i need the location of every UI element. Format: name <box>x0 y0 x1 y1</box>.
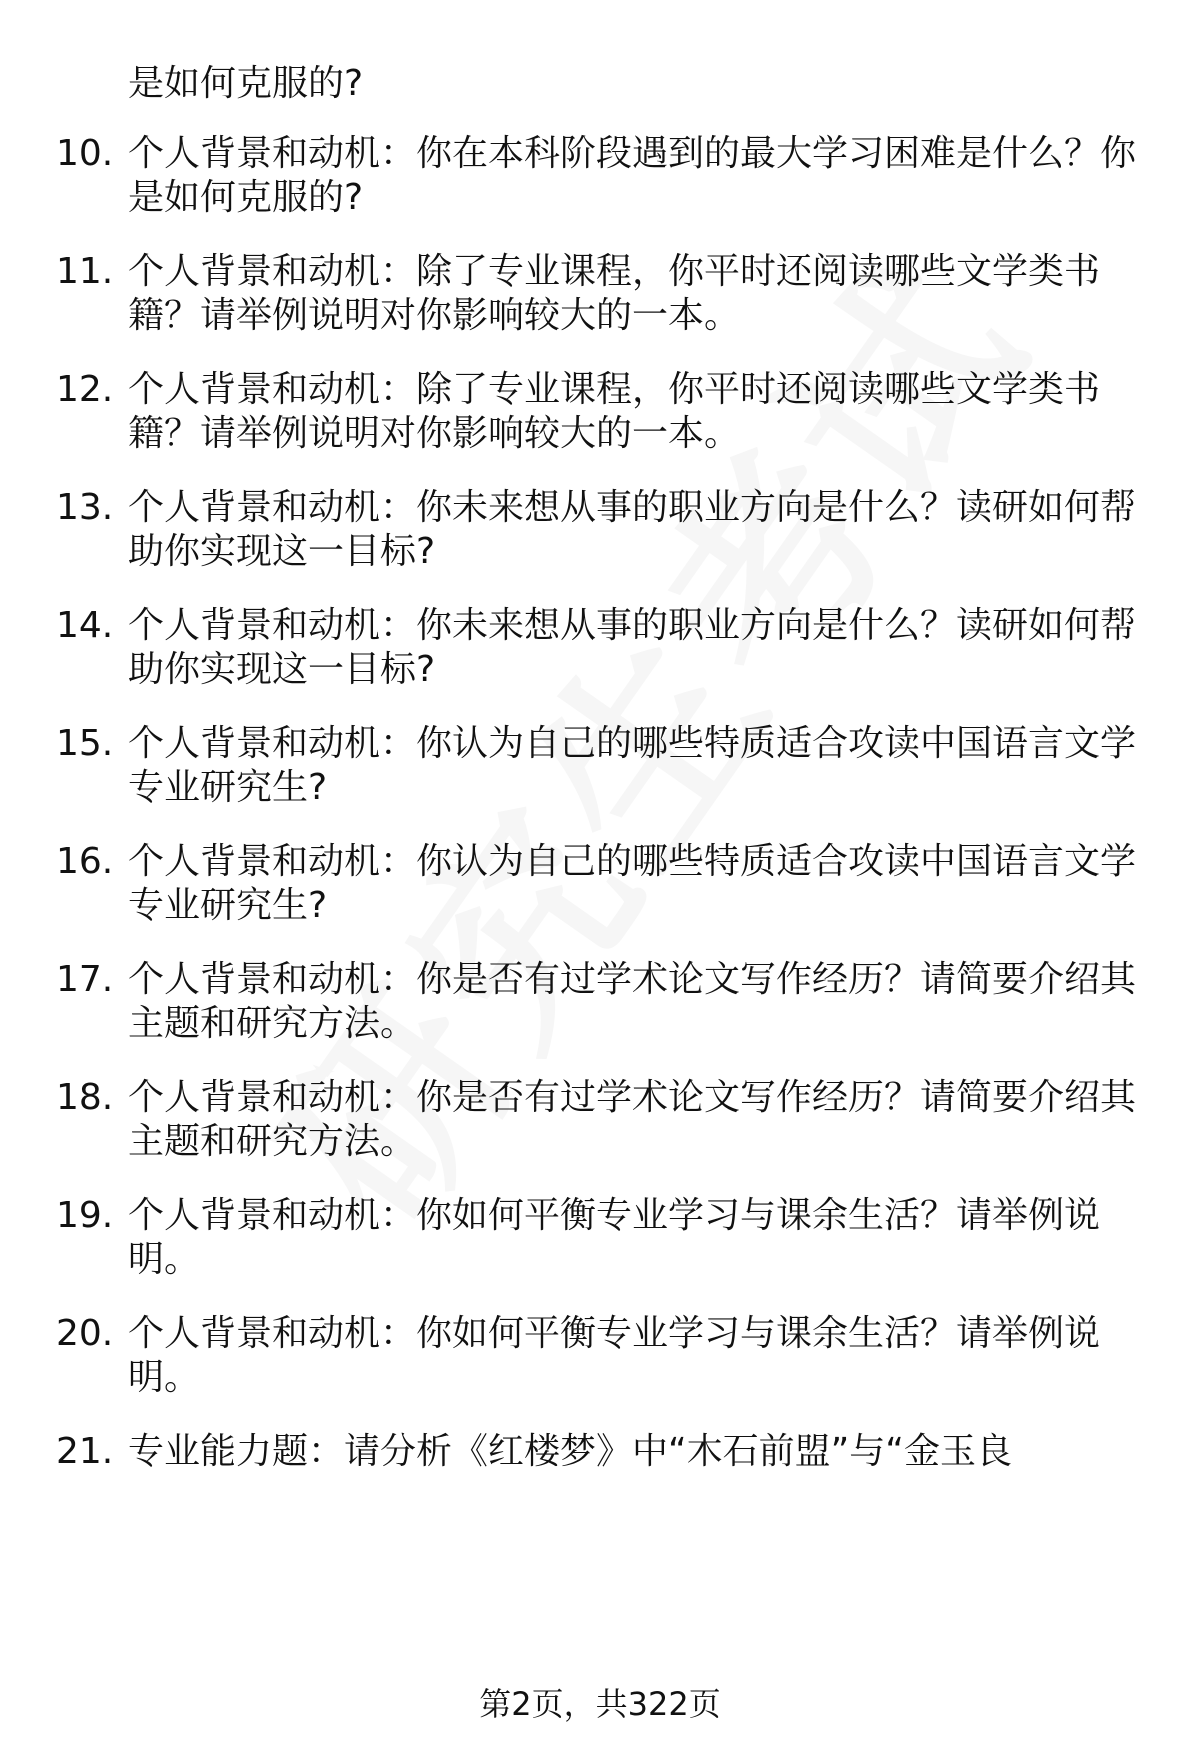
item-text-line2: 专业研究生? <box>128 885 328 926</box>
item-text-line2: 是如何克服的? <box>128 177 364 218</box>
item-text-line1: 个人背景和动机：除了专业课程，你平时还阅读哪些文学类书 <box>128 369 1101 410</box>
item-text-line1: 个人背景和动机：你如何平衡专业学习与课余生活？请举例说 <box>128 1313 1101 1354</box>
item-number: 10. <box>56 133 114 174</box>
item-text-line2: 明。 <box>128 1357 201 1398</box>
item-number: 15. <box>56 723 114 764</box>
item-number: 21. <box>56 1431 114 1472</box>
item-text-line2: 助你实现这一目标? <box>128 531 436 572</box>
item-text-line1: 个人背景和动机：你是否有过学术论文写作经历？请简要介绍其 <box>128 959 1137 1000</box>
item-number: 12. <box>56 369 114 410</box>
page-footer: 第2页，共322页 <box>479 1685 721 1723</box>
item-text-line1: 个人背景和动机：你是否有过学术论文写作经历？请简要介绍其 <box>128 1077 1137 1118</box>
item-text-line2: 明。 <box>128 1239 201 1280</box>
item-number: 11. <box>56 251 114 292</box>
item-text-line1: 个人背景和动机：除了专业课程，你平时还阅读哪些文学类书 <box>128 251 1101 292</box>
item-number: 20. <box>56 1313 114 1354</box>
item-text-line1: 个人背景和动机：你如何平衡专业学习与课余生活？请举例说 <box>128 1195 1101 1236</box>
continuation-text: 是如何克服的? <box>128 63 364 104</box>
item-text-line1: 个人背景和动机：你未来想从事的职业方向是什么？读研如何帮 <box>128 605 1137 646</box>
item-text-line1: 个人背景和动机：你未来想从事的职业方向是什么？读研如何帮 <box>128 487 1137 528</box>
item-number: 19. <box>56 1195 114 1236</box>
item-text-line2: 籍？请举例说明对你影响较大的一本。 <box>128 413 741 454</box>
item-text-line1: 个人背景和动机：你认为自己的哪些特质适合攻读中国语言文学 <box>128 723 1137 764</box>
item-text-line2: 专业研究生? <box>128 767 328 808</box>
item-text-line2: 主题和研究方法。 <box>128 1003 417 1044</box>
item-number: 18. <box>56 1077 114 1118</box>
item-text-line2: 籍？请举例说明对你影响较大的一本。 <box>128 295 741 336</box>
item-text-line1: 个人背景和动机：你在本科阶段遇到的最大学习困难是什么？你 <box>128 133 1137 174</box>
item-number: 16. <box>56 841 114 882</box>
item-text-line2: 主题和研究方法。 <box>128 1121 417 1162</box>
item-text-line2: 助你实现这一目标? <box>128 649 436 690</box>
item-number: 17. <box>56 959 114 1000</box>
item-number: 14. <box>56 605 114 646</box>
item-text-line1: 专业能力题：请分析《红楼梦》中“木石前盟”与“金玉良 <box>128 1431 1012 1472</box>
item-number: 13. <box>56 487 114 528</box>
item-text-line1: 个人背景和动机：你认为自己的哪些特质适合攻读中国语言文学 <box>128 841 1137 882</box>
